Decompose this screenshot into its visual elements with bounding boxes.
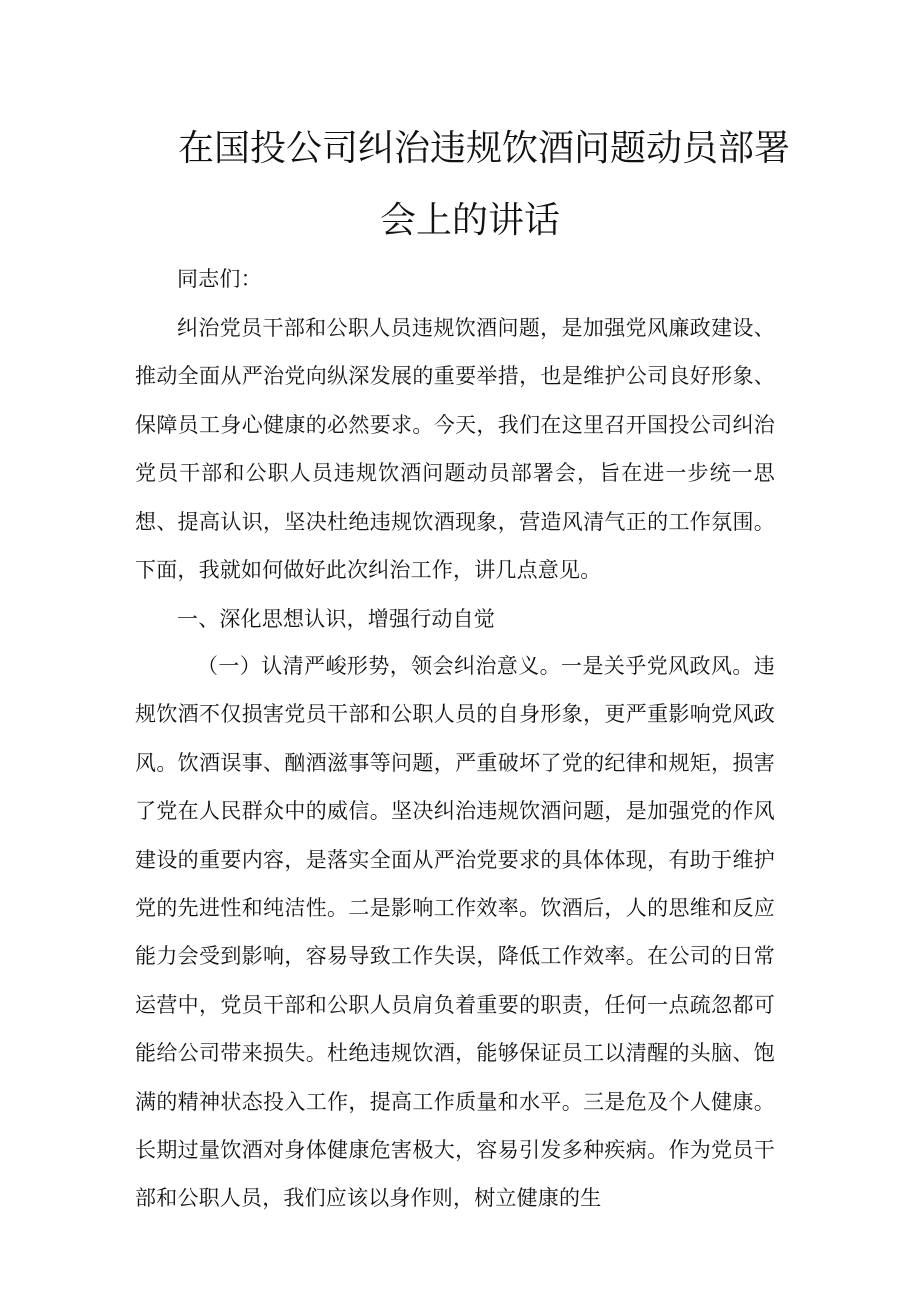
document-title-line-1: 在国投公司纠治违规饮酒问题动员部署: [177, 128, 790, 169]
section-1-paragraph: （一）认清严峻形势，领会纠治意义。一是关乎党风政风。违规饮酒不仅损害党员干部和公职人员的自身形象，更严重影响党风政风。饮酒误事、酗酒滋事等问题，严重破坏了党的纪律和规矩，损害了党在人民群众中的威信。坚决纠治违规饮酒问题，是加强党的作风建设的重要内容，是落实全面从严治党要求的具体体现，有助于维护党的先进性和纯洁性。二是影响工作效率。饮酒后，人的思维和反应能力会受到影响，容易导致工作失误，降低工作效率。在公司的日常运营中，党员干部和公职人员肩负着重要的职责，任何一点疏忽都可能给公司带来损失。杜绝违规饮酒，能够保证员工以清醒的头脑、饱满的精神状态投入工作，提高工作质量和水平。三是危及个人健康。长期过量饮酒对身体健康危害极大，容易引发多种疾病。作为党员干部和公职人员，我们应该以身作则，树立健康的生: [135, 654, 775, 1211]
document-title-line-2: 会上的讲话: [379, 200, 560, 241]
section-1-heading: 一、深化思想认识，增强行动自觉: [177, 607, 495, 631]
greeting: 同志们：: [177, 267, 262, 291]
intro-paragraph: 纠治党员干部和公职人员违规饮酒问题，是加强党风廉政建设、推动全面从严治党向纵深发展的重要举措，也是维护公司良好形象、保障员工身心健康的必然要求。今天，我们在这里召开国投公司纠治党员干部和公职人员违规饮酒问题动员部署会，旨在进一步统一思想、提高认识，坚决杜绝违规饮酒现象，营造风清气正的工作氛围。下面，我就如何做好此次纠治工作，讲几点意见。: [135, 316, 775, 583]
